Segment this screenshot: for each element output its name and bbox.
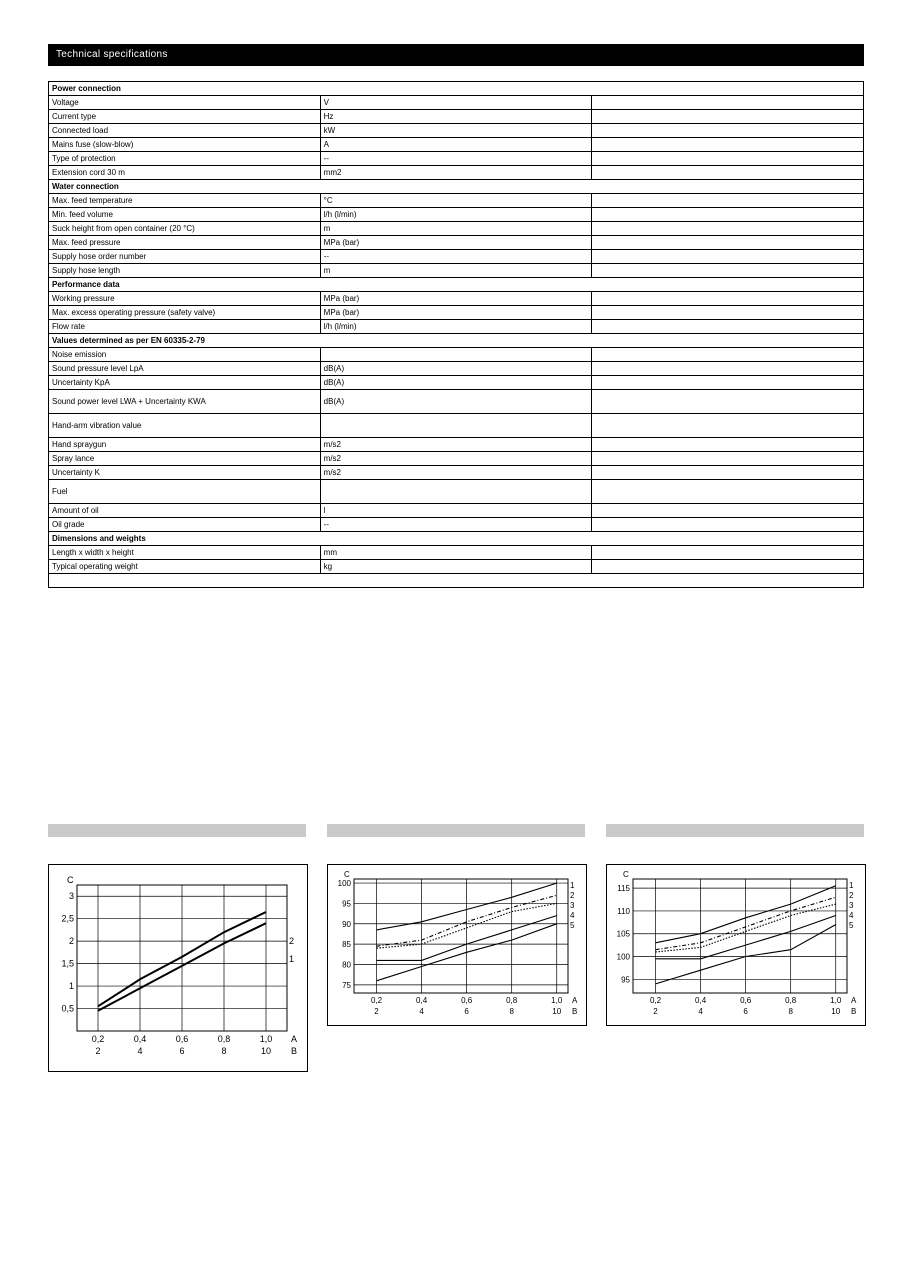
spec-label-cell: Noise emission (49, 348, 321, 362)
x-tick-label-a: 1,0 (259, 1034, 273, 1044)
x-axis-label-b: B (291, 1046, 298, 1056)
x-tick-label-a: 0,4 (133, 1034, 147, 1044)
spec-unit-cell: Hz (320, 110, 592, 124)
spec-label-cell: Typical operating weight (49, 560, 321, 574)
y-axis-label: C (344, 870, 350, 879)
y-tick-label: 90 (342, 919, 351, 929)
x-tick-label-b: 8 (509, 1007, 514, 1016)
table-row (49, 292, 864, 306)
spec-label-cell: Amount of oil (49, 504, 321, 518)
spec-label-cell: Dimensions and weights (49, 532, 864, 546)
spec-label-cell: Sound power level LWA + Uncertainty KWA (49, 390, 321, 414)
spec-unit-cell: dB(A) (320, 376, 592, 390)
x-axis-label-a: A (291, 1034, 298, 1044)
y-tick-label: 115 (617, 884, 630, 894)
spec-unit-cell: l (320, 504, 592, 518)
spec-label-cell: Uncertainty KpA (49, 376, 321, 390)
y-tick-label: 100 (616, 952, 630, 962)
spec-value-cell (592, 480, 864, 504)
table-row (49, 480, 864, 504)
y-tick-label: 95 (621, 975, 630, 985)
x-tick-label-b: 10 (552, 1007, 562, 1016)
y-tick-label: 85 (342, 940, 351, 950)
spec-label-cell: Oil grade (49, 518, 321, 532)
x-tick-label-b: 10 (831, 1007, 841, 1016)
table-row (49, 124, 864, 138)
x-tick-label-a: 0,4 (695, 996, 707, 1005)
spec-unit-cell: kW (320, 124, 592, 138)
table-row (49, 180, 864, 194)
spec-value-cell (592, 194, 864, 208)
spec-label-cell: Sound pressure level LpA (49, 362, 321, 376)
table-row (49, 438, 864, 452)
x-tick-label-a: 0,8 (785, 996, 797, 1005)
x-axis-label-b: B (851, 1007, 857, 1016)
table-row (49, 376, 864, 390)
spec-unit-cell: V (320, 96, 592, 110)
spec-label-cell: Max. excess operating pressure (safety valve) (49, 306, 321, 320)
spec-label-cell: Min. feed volume (49, 208, 321, 222)
chart-series-label: 4 (849, 911, 854, 920)
spec-unit-cell: MPa (bar) (320, 236, 592, 250)
chart-series-label: 5 (849, 921, 854, 930)
table-row (49, 82, 864, 96)
spec-label-cell (49, 574, 864, 588)
table-row (49, 532, 864, 546)
spec-label-cell: Flow rate (49, 320, 321, 334)
chart-panel-3 (606, 864, 866, 1026)
table-row (49, 504, 864, 518)
spec-value-cell (592, 390, 864, 414)
spec-value-cell (592, 96, 864, 110)
spec-label-cell: Current type (49, 110, 321, 124)
x-tick-label-b: 4 (137, 1046, 143, 1056)
spec-label-cell: Max. feed temperature (49, 194, 321, 208)
table-row (49, 110, 864, 124)
chart-series-label: 3 (849, 901, 854, 910)
spec-value-cell (592, 292, 864, 306)
spec-label-cell: Max. feed pressure (49, 236, 321, 250)
chart-series-label: 1 (289, 954, 295, 964)
spec-value-cell (592, 166, 864, 180)
spec-unit-cell (320, 480, 592, 504)
chart-series-label: 1 (849, 881, 854, 890)
spec-label-cell: Working pressure (49, 292, 321, 306)
spec-unit-cell: m (320, 264, 592, 278)
chart-svg (607, 865, 865, 1025)
table-row (49, 546, 864, 560)
x-tick-label-b: 2 (374, 1007, 379, 1016)
table-row (49, 138, 864, 152)
spec-value-cell (592, 438, 864, 452)
y-tick-label: 0,5 (61, 1003, 74, 1014)
section-header-title: Technical specifications (56, 49, 168, 60)
x-tick-label-a: 0,6 (740, 996, 752, 1005)
table-row (49, 264, 864, 278)
y-tick-label: 100 (337, 879, 351, 889)
table-row (49, 194, 864, 208)
spec-unit-cell: m/s2 (320, 438, 592, 452)
table-row (49, 152, 864, 166)
chart-svg (49, 865, 307, 1071)
x-tick-label-a: 1,0 (830, 996, 842, 1005)
spec-unit-cell: mm2 (320, 166, 592, 180)
x-tick-label-b: 2 (653, 1007, 658, 1016)
x-tick-label-a: 0,6 (461, 996, 473, 1005)
x-axis-label-b: B (572, 1007, 578, 1016)
x-tick-label-a: 0,8 (217, 1034, 231, 1044)
spec-unit-cell: A (320, 138, 592, 152)
spec-unit-cell: MPa (bar) (320, 306, 592, 320)
spec-value-cell (592, 320, 864, 334)
spec-label-cell: Extension cord 30 m (49, 166, 321, 180)
spec-unit-cell: mm (320, 546, 592, 560)
x-tick-label-b: 6 (464, 1007, 469, 1016)
table-row (49, 278, 864, 292)
table-row (49, 306, 864, 320)
spec-value-cell (592, 250, 864, 264)
table-row (49, 560, 864, 574)
spec-label-cell: Voltage (49, 96, 321, 110)
spec-value-cell (592, 560, 864, 574)
y-tick-label: 75 (342, 980, 351, 990)
chart-caption-strip-3 (606, 824, 864, 837)
table-row (49, 452, 864, 466)
x-tick-label-a: 0,4 (416, 996, 428, 1005)
spec-unit-cell: dB(A) (320, 362, 592, 376)
table-row (49, 414, 864, 438)
spec-value-cell (592, 518, 864, 532)
spec-value-cell (592, 466, 864, 480)
chart-svg (328, 865, 586, 1025)
y-tick-label: 80 (342, 960, 351, 970)
spec-label-cell: Values determined as per EN 60335-2-79 (49, 334, 864, 348)
spec-unit-cell (320, 414, 592, 438)
x-tick-label-a: 1,0 (551, 996, 563, 1005)
spec-unit-cell: m (320, 222, 592, 236)
spec-unit-cell: -- (320, 250, 592, 264)
spec-label-cell: Supply hose order number (49, 250, 321, 264)
y-tick-label: 3 (68, 891, 74, 902)
y-tick-label: 105 (616, 929, 630, 939)
chart-caption-strip-2 (327, 824, 585, 837)
chart-series-label: 5 (570, 921, 575, 930)
spec-value-cell (592, 110, 864, 124)
spec-value-cell (592, 362, 864, 376)
x-tick-label-b: 10 (260, 1046, 272, 1056)
spec-value-cell (592, 546, 864, 560)
table-row (49, 166, 864, 180)
spec-unit-cell: -- (320, 152, 592, 166)
x-tick-label-b: 4 (419, 1007, 424, 1016)
table-row (49, 466, 864, 480)
x-tick-label-b: 8 (788, 1007, 793, 1016)
spec-value-cell (592, 376, 864, 390)
y-tick-label: 1,5 (61, 958, 74, 969)
y-tick-label: 2 (68, 936, 74, 947)
chart-series-label: 3 (570, 901, 575, 910)
table-row (49, 390, 864, 414)
x-tick-label-a: 0,8 (506, 996, 518, 1005)
x-axis-label-a: A (851, 996, 857, 1005)
x-axis-label-a: A (572, 996, 578, 1005)
table-row (49, 362, 864, 376)
spec-label-cell: Length x width x height (49, 546, 321, 560)
spec-value-cell (592, 152, 864, 166)
spec-value-cell (592, 138, 864, 152)
spec-unit-cell: kg (320, 560, 592, 574)
spec-unit-cell: l/h (l/min) (320, 208, 592, 222)
spec-label-cell: Water connection (49, 180, 864, 194)
chart-caption-strip-1 (48, 824, 306, 837)
spec-unit-cell: -- (320, 518, 592, 532)
y-tick-label: 1 (68, 981, 74, 992)
x-tick-label-b: 4 (698, 1007, 703, 1016)
spec-label-cell: Power connection (49, 82, 864, 96)
spec-label-cell: Fuel (49, 480, 321, 504)
x-tick-label-b: 6 (179, 1046, 185, 1056)
table-row (49, 518, 864, 532)
x-tick-label-b: 8 (221, 1046, 227, 1056)
chart-series-label: 1 (570, 881, 575, 890)
table-row (49, 574, 864, 588)
spec-value-cell (592, 414, 864, 438)
spec-label-cell: Mains fuse (slow-blow) (49, 138, 321, 152)
x-tick-label-b: 6 (743, 1007, 748, 1016)
chart-series-label: 2 (849, 891, 854, 900)
x-tick-label-a: 0,6 (175, 1034, 189, 1044)
chart-series-label: 2 (289, 936, 295, 946)
table-row (49, 96, 864, 110)
spec-label-cell: Hand spraygun (49, 438, 321, 452)
x-tick-label-a: 0,2 (370, 996, 383, 1005)
spec-unit-cell (320, 348, 592, 362)
spec-label-cell: Connected load (49, 124, 321, 138)
spec-unit-cell: m/s2 (320, 466, 592, 480)
spec-label-cell: Supply hose length (49, 264, 321, 278)
specifications-table (48, 81, 864, 588)
table-row (49, 320, 864, 334)
y-tick-label: 110 (617, 906, 630, 916)
y-tick-label: 2,5 (61, 913, 74, 924)
spec-label-cell: Type of protection (49, 152, 321, 166)
spec-value-cell (592, 222, 864, 236)
spec-unit-cell: m/s2 (320, 452, 592, 466)
spec-unit-cell: l/h (l/min) (320, 320, 592, 334)
y-axis-label: C (67, 875, 74, 885)
chart-panel-1 (48, 864, 308, 1072)
table-row (49, 222, 864, 236)
table-row (49, 208, 864, 222)
table-row (49, 250, 864, 264)
table-row (49, 236, 864, 250)
x-tick-label-a: 0,2 (91, 1034, 105, 1044)
chart-series-label: 2 (570, 891, 575, 900)
spec-label-cell: Spray lance (49, 452, 321, 466)
x-tick-label-b: 2 (95, 1046, 101, 1056)
y-axis-label: C (623, 870, 629, 879)
spec-value-cell (592, 348, 864, 362)
spec-unit-cell: MPa (bar) (320, 292, 592, 306)
spec-value-cell (592, 264, 864, 278)
spec-value-cell (592, 124, 864, 138)
y-tick-label: 95 (342, 899, 351, 909)
spec-value-cell (592, 452, 864, 466)
spec-unit-cell: dB(A) (320, 390, 592, 414)
chart-panel-2 (327, 864, 587, 1026)
table-row (49, 348, 864, 362)
spec-value-cell (592, 306, 864, 320)
spec-value-cell (592, 208, 864, 222)
spec-unit-cell: °C (320, 194, 592, 208)
specifications-table-body (49, 82, 864, 588)
spec-label-cell: Performance data (49, 278, 864, 292)
table-row (49, 334, 864, 348)
spec-label-cell: Uncertainty K (49, 466, 321, 480)
x-tick-label-a: 0,2 (649, 996, 662, 1005)
spec-label-cell: Hand-arm vibration value (49, 414, 321, 438)
section-header-bar (48, 44, 864, 66)
spec-label-cell: Suck height from open container (20 °C) (49, 222, 321, 236)
chart-series-label: 4 (570, 911, 575, 920)
spec-value-cell (592, 236, 864, 250)
spec-value-cell (592, 504, 864, 518)
